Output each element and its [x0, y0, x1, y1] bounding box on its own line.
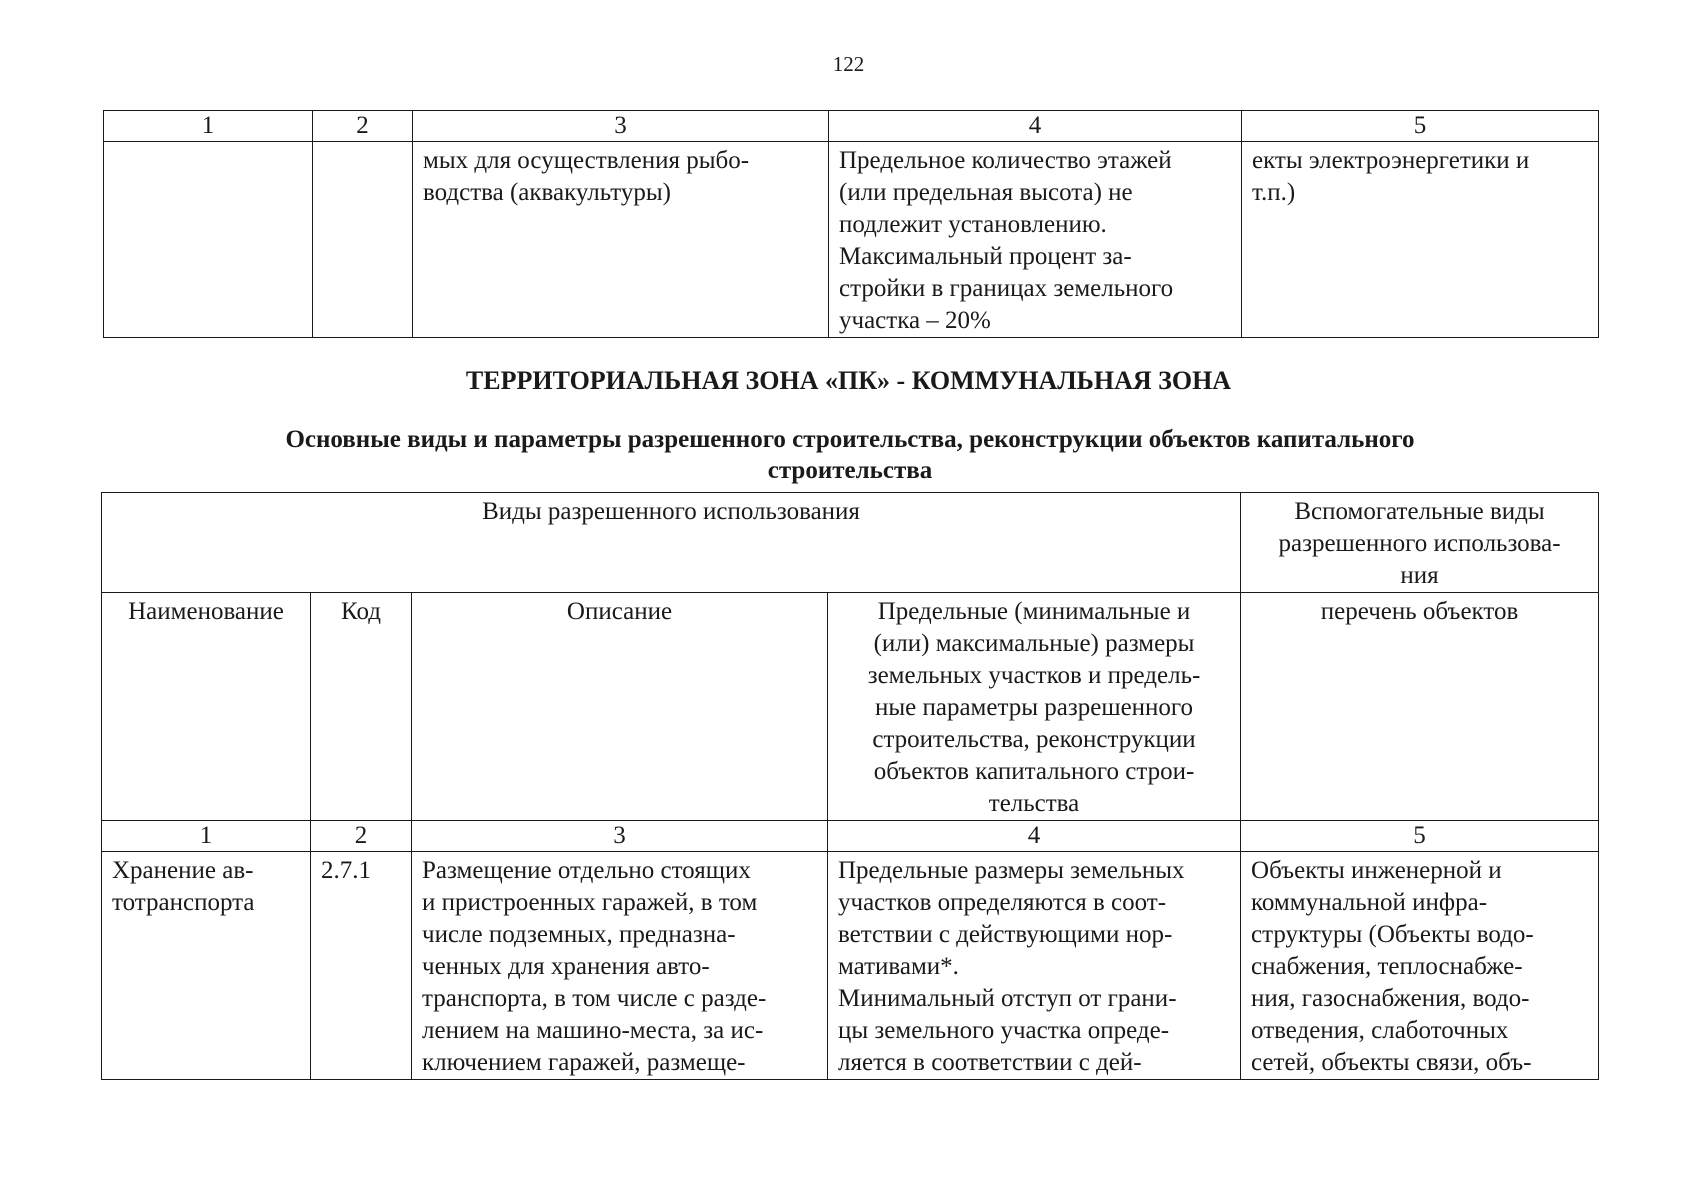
column-number: 4: [828, 821, 1241, 852]
group-header-row: [102, 493, 1599, 593]
column-number: 2: [313, 111, 413, 142]
column-number: 3: [412, 821, 828, 852]
column-header-row: [102, 593, 1599, 821]
text-line: отведения, слаботочных: [1251, 1017, 1509, 1044]
column-number: 5: [1242, 111, 1599, 142]
cell-code: 2.7.1: [311, 852, 412, 1080]
text-line: Максимальный процент за-: [839, 243, 1132, 270]
cell-name: [102, 852, 311, 1080]
column-number: 4: [829, 111, 1242, 142]
text-line: сетей, объекты связи, объ-: [1251, 1049, 1532, 1076]
column-number-row: [104, 111, 1599, 142]
header-code: Код: [311, 593, 412, 821]
text-line: лением на машино-места, за ис-: [422, 1017, 764, 1044]
continuation-table: [103, 110, 1599, 338]
text-line: участка – 20%: [839, 307, 991, 334]
text-line: Предельные (минимальные и: [877, 598, 1191, 625]
text-line: Минимальный отступ от грани-: [838, 985, 1177, 1012]
section-title-line: Основные виды и параметры разрешенного строительства, реконструкции объектов капитального: [285, 426, 1415, 453]
cell-description: [412, 852, 828, 1080]
text-line: (или предельная высота) не: [839, 179, 1133, 206]
zone-title: ТЕРРИТОРИАЛЬНАЯ ЗОНА «ПК» - КОММУНАЛЬНАЯ ЗОНА: [465, 366, 1232, 395]
text-line: участков определяются в соот-: [838, 889, 1167, 916]
cell-name: [104, 142, 313, 338]
cell-params: [828, 852, 1241, 1080]
text-line: Вспомогательные виды: [1294, 498, 1545, 525]
column-number: 1: [104, 111, 313, 142]
text-line: ветствии с действующими нор-: [838, 921, 1173, 948]
text-line: (или) максимальные) размеры: [873, 630, 1195, 657]
text-line: водства (аквакультуры): [423, 179, 671, 206]
section-title: [210, 424, 1490, 486]
group-header-permitted-uses: Виды разрешенного использования: [102, 493, 1241, 593]
text-line: мативами*.: [838, 953, 959, 980]
table-row: [102, 852, 1599, 1080]
text-line: ченных для хранения авто-: [422, 953, 710, 980]
text-line: цы земельного участка опреде-: [838, 1017, 1170, 1044]
main-table: [101, 492, 1599, 1080]
text-line: структуры (Объекты водо-: [1251, 921, 1534, 948]
text-line: ляется в соответствии с дей-: [838, 1049, 1142, 1076]
column-number: 1: [102, 821, 311, 852]
text-line: Хранение ав-: [112, 857, 254, 884]
text-line: Размещение отдельно стоящих: [422, 857, 751, 884]
text-line: ные параметры разрешенного: [874, 694, 1194, 721]
cell-objects: [1242, 142, 1599, 338]
text-line: мых для осуществления рыбо-: [423, 147, 750, 174]
header-params: [828, 593, 1241, 821]
cell-description: [413, 142, 829, 338]
text-line: Объекты инженерной и: [1251, 857, 1502, 884]
text-line: ния: [1400, 562, 1439, 589]
column-number-row: [102, 821, 1599, 852]
text-line: и пристроенных гаражей, в том: [422, 889, 758, 916]
text-line: тотранспорта: [112, 889, 255, 916]
text-line: Предельное количество этажей: [839, 147, 1172, 174]
header-description: Описание: [412, 593, 828, 821]
section-title-line: строительства: [767, 457, 933, 484]
column-number: 5: [1241, 821, 1599, 852]
column-number: 2: [311, 821, 412, 852]
header-objects: перечень объектов: [1241, 593, 1599, 821]
table-row: [104, 142, 1599, 338]
text-line: Предельные размеры земельных: [838, 857, 1185, 884]
text-line: разрешенного использова-: [1278, 530, 1561, 557]
cell-objects: [1241, 852, 1599, 1080]
text-line: числе подземных, предназна-: [422, 921, 736, 948]
text-line: транспорта, в том числе с разде-: [422, 985, 767, 1012]
text-line: т.п.): [1252, 179, 1296, 206]
text-line: коммунальной инфра-: [1251, 889, 1488, 916]
text-line: ния, газоснабжения, водо-: [1251, 985, 1530, 1012]
page-number: 122: [832, 52, 865, 76]
column-number: 3: [413, 111, 829, 142]
cell-params: [829, 142, 1242, 338]
text-line: екты электроэнергетики и: [1252, 147, 1530, 174]
text-line: тельства: [988, 790, 1080, 817]
text-line: ключением гаражей, размеще-: [422, 1049, 746, 1076]
header-name: Наименование: [102, 593, 311, 821]
text-line: объектов капитального строи-: [873, 758, 1195, 785]
group-header-auxiliary-uses: [1241, 493, 1599, 593]
text-line: подлежит установлению.: [839, 211, 1107, 238]
text-line: земельных участков и предель-: [867, 662, 1201, 689]
text-line: снабжения, теплоснабже-: [1251, 953, 1523, 980]
text-line: строительства, реконструкции: [872, 726, 1196, 753]
text-line: стройки в границах земельного: [839, 275, 1174, 302]
cell-code: [313, 142, 413, 338]
